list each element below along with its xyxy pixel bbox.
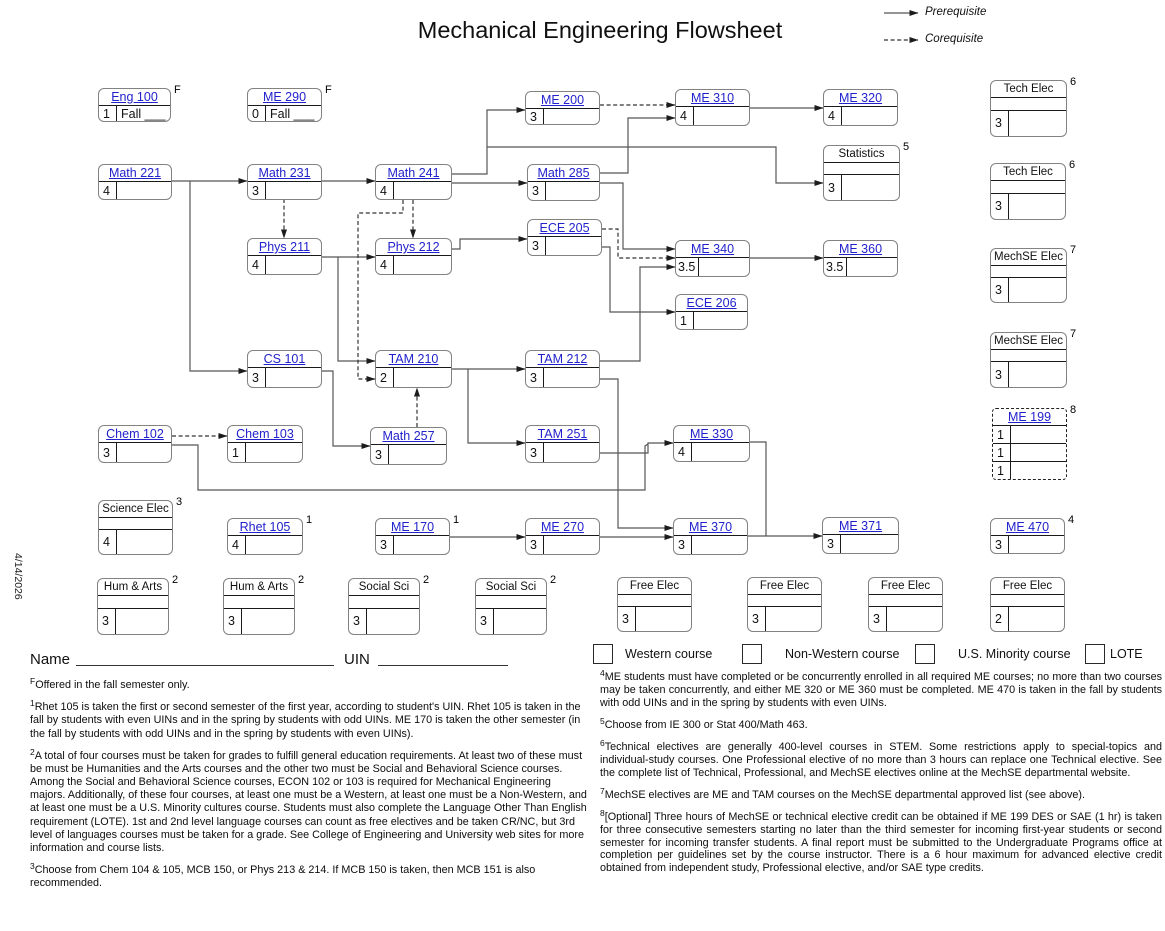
note-ref-eng100: F xyxy=(174,84,181,96)
uin-field-line xyxy=(378,651,508,666)
credit-free-elec-2: 3 xyxy=(748,607,766,632)
credit-tam251: 3 xyxy=(526,443,544,462)
credit-tam210: 2 xyxy=(376,368,394,387)
course-link-ece205[interactable]: ECE 205 xyxy=(539,221,590,235)
course-box-rhet105 xyxy=(227,514,313,555)
checkbox-lote[interactable] xyxy=(1085,644,1105,664)
credit-me360: 3.5 xyxy=(824,258,847,276)
footnotes-left-column xyxy=(30,676,587,896)
credit-math285: 3 xyxy=(528,182,546,200)
credit-me310: 4 xyxy=(676,107,694,125)
note-ref-social-sci-2: 2 xyxy=(550,574,557,586)
checkbox-label-lote: LOTE xyxy=(1110,647,1143,661)
blank-cell-free-elec-3 xyxy=(887,607,942,632)
blank-cell-statistics xyxy=(842,175,899,200)
credit-science-elec: 4 xyxy=(99,530,117,555)
credit-hum-arts-1: 3 xyxy=(98,609,116,635)
blank-cell-me199 xyxy=(1011,426,1066,443)
credit-me290: 0 xyxy=(248,106,266,121)
footnote-marker-4: 4 xyxy=(600,668,605,678)
footnote-2: $^2$A total of four courses must be taken for grades to fulfill general education requirements. At least two of these must be must be Humanities and the Arts courses and the other two must be Social and Behavioral Science courses. Among the Social and Behavioral Science courses, ECON 102 or 103 is required for Mechanical Engineering majors. Additionally, of these four courses, at least one must be a Western, at least one must be a Non-Western, and at least one must be a U.S. Minority cultures course. Students must also complete the Language Other Than English requirement (LOTE). 1st and 2nd level language courses can count as free electives and be taken CR/NC, but 3rd level of languages courses must be taken for a grade. See College of Engineering and University web sites for more information and course lists. xyxy=(30,746,587,854)
course-link-me371[interactable]: ME 371 xyxy=(838,519,883,533)
credit-me199: 1 xyxy=(993,462,1011,479)
note-ref-me199: 8 xyxy=(1070,404,1077,416)
blank-cell-tam251 xyxy=(544,443,599,462)
course-link-me320[interactable]: ME 320 xyxy=(838,91,883,105)
footnote-3: $^3$Choose from Chem 104 & 105, MCB 150, or Phys 213 & 214. If MCB 150 is taken, then MCB 151 is also recommended. xyxy=(30,861,536,890)
blank-cell-math241 xyxy=(394,182,451,199)
course-box-me310 xyxy=(675,89,750,126)
edge-tam212-me370 xyxy=(600,379,673,528)
course-link-chem103[interactable]: Chem 103 xyxy=(236,427,294,441)
footnote-F: $^F$Offered in the fall semester only. xyxy=(30,676,190,691)
credit-hum-arts-2: 3 xyxy=(224,609,242,635)
course-title-hum-arts-1: Hum & Arts xyxy=(103,581,163,593)
course-link-tam210[interactable]: TAM 210 xyxy=(388,352,439,366)
course-title-social-sci-1: Social Sci xyxy=(358,581,410,593)
course-link-cs101[interactable]: CS 101 xyxy=(263,352,306,366)
credit-me370: 3 xyxy=(674,536,692,554)
edge-tam210-tam251 xyxy=(468,369,525,443)
blank-cell-hum-arts-1 xyxy=(116,609,168,635)
course-link-eng100[interactable]: Eng 100 xyxy=(111,90,158,104)
course-link-me270[interactable]: ME 270 xyxy=(540,520,585,534)
name-label: Name xyxy=(30,651,71,668)
course-title-tech-elec-1: Tech Elec xyxy=(1003,83,1054,95)
course-link-phys212[interactable]: Phys 212 xyxy=(387,240,440,254)
blank-row-hum-arts-2 xyxy=(224,596,294,609)
course-link-ece206[interactable]: ECE 206 xyxy=(686,296,737,310)
course-link-me330[interactable]: ME 330 xyxy=(689,427,734,441)
note-ref-me170: 1 xyxy=(453,514,460,526)
course-box-me370 xyxy=(673,518,748,555)
blank-row-free-elec-3 xyxy=(869,595,942,607)
edge-math221-cs101 xyxy=(190,181,247,371)
footnote-marker-1: 1 xyxy=(30,698,35,709)
blank-cell-hum-arts-2 xyxy=(242,609,294,635)
credit-chem103: 1 xyxy=(228,443,246,462)
credit-me340: 3.5 xyxy=(676,258,699,276)
course-link-math257[interactable]: Math 257 xyxy=(382,429,435,443)
note-ref-science-elec: 3 xyxy=(176,496,183,508)
checkbox-western-course[interactable] xyxy=(593,644,613,664)
edge-phys212-ece205 xyxy=(452,239,527,249)
note-ref-statistics: 5 xyxy=(903,141,910,153)
course-box-math231 xyxy=(247,164,322,200)
blank-row-free-elec-1 xyxy=(618,595,691,607)
page-title: Mechanical Engineering Flowsheet xyxy=(417,17,783,43)
note-ref-tech-elec-2: 6 xyxy=(1069,159,1076,171)
edge-ece205-me340 xyxy=(602,229,675,258)
footnote-marker-7: 7 xyxy=(600,785,605,796)
footnote-7: $^7$MechSE electives are ME and TAM courses on the MechSE departmental approved list (see above). xyxy=(600,785,1086,801)
fall-label-eng100: Fall ___ xyxy=(121,106,166,121)
credit-tech-elec-2: 3 xyxy=(991,194,1009,220)
course-box-tam212 xyxy=(525,350,600,388)
footnote-5: $^5$Choose from IE 300 or Stat 400/Math 463. xyxy=(600,715,808,731)
name-field-line xyxy=(76,651,334,666)
note-ref-social-sci-1: 2 xyxy=(423,574,430,586)
footnote-marker-5: 5 xyxy=(600,715,605,726)
blank-cell-free-elec-4 xyxy=(1009,607,1064,632)
course-title-free-elec-3: Free Elec xyxy=(880,580,931,592)
course-title-free-elec-4: Free Elec xyxy=(1002,580,1053,592)
course-box-me330 xyxy=(673,425,750,462)
credit-ece206: 1 xyxy=(676,312,694,329)
course-box-statistics xyxy=(823,141,910,201)
legend-prerequisite-label: Prerequisite xyxy=(925,6,987,18)
credit-math231: 3 xyxy=(248,182,266,199)
course-box-ece206 xyxy=(675,294,748,330)
course-title-mechse-elec-1: MechSE Elec xyxy=(993,251,1064,263)
course-box-social-sci-2 xyxy=(475,574,557,635)
note-ref-tech-elec-1: 6 xyxy=(1070,76,1077,88)
course-title-free-elec-1: Free Elec xyxy=(629,580,680,592)
footnote-4: $^4$ME students must have completed or be concurrently enrolled in all required ME courses; no more than two courses may be taken concurrently, and either ME 320 or ME 360 must be completed. ME 470 is taken in the fall by students with odd UINs and in the spring by students with even UINs. xyxy=(600,668,1162,709)
course-link-me310[interactable]: ME 310 xyxy=(690,91,735,105)
credit-phys212: 4 xyxy=(376,256,394,274)
edge-tam251-me330 xyxy=(600,443,673,453)
course-box-phys211 xyxy=(247,238,322,275)
blank-cell-me199 xyxy=(1011,462,1066,479)
course-box-phys212 xyxy=(375,238,452,275)
footnotes-right-column xyxy=(600,668,1162,881)
course-link-phys211[interactable]: Phys 211 xyxy=(258,240,311,254)
course-title-social-sci-2: Social Sci xyxy=(485,581,537,593)
course-box-me340 xyxy=(675,240,750,277)
blank-row-free-elec-4 xyxy=(991,595,1064,607)
edge-math241-me200 xyxy=(452,110,525,174)
credit-me200: 3 xyxy=(526,109,544,124)
checkbox-u-s-minority-course[interactable] xyxy=(915,644,935,664)
course-box-math221 xyxy=(98,164,172,200)
credit-math257: 3 xyxy=(371,445,389,464)
footnote-marker-2: 2 xyxy=(30,746,35,757)
course-link-tam251[interactable]: TAM 251 xyxy=(537,427,588,441)
course-link-me370[interactable]: ME 370 xyxy=(688,520,733,534)
credit-me470: 3 xyxy=(991,536,1009,553)
course-box-me371 xyxy=(822,517,899,554)
blank-cell-free-elec-1 xyxy=(636,607,691,632)
checkbox-non-western-course[interactable] xyxy=(742,644,762,664)
course-box-math257 xyxy=(370,427,447,465)
course-box-me199 xyxy=(992,404,1077,480)
credit-tam212: 3 xyxy=(526,368,544,387)
course-box-chem103 xyxy=(227,425,303,463)
course-box-mechse-elec-2 xyxy=(990,328,1077,388)
edge-phys211-tam210 xyxy=(338,257,375,361)
edge-cs101-math257 xyxy=(322,371,370,446)
blank-cell-cs101 xyxy=(266,368,321,387)
credit-me330: 4 xyxy=(674,443,692,461)
course-link-rhet105[interactable]: Rhet 105 xyxy=(239,520,291,534)
note-ref-me470: 4 xyxy=(1068,514,1075,526)
course-link-me170[interactable]: ME 170 xyxy=(390,520,435,534)
credit-me199: 1 xyxy=(993,444,1011,461)
credit-chem102: 3 xyxy=(99,443,117,462)
note-ref-me290: F xyxy=(325,84,332,96)
note-ref-rhet105: 1 xyxy=(306,514,313,526)
course-box-tech-elec-2 xyxy=(990,159,1076,220)
credit-mechse-elec-2: 3 xyxy=(991,362,1009,387)
credit-phys211: 4 xyxy=(248,256,266,274)
blank-cell-tech-elec-2 xyxy=(1009,194,1065,220)
course-title-free-elec-2: Free Elec xyxy=(759,580,810,592)
blank-cell-me199 xyxy=(1011,444,1066,461)
course-box-me290 xyxy=(247,84,332,122)
blank-row-mechse-elec-1 xyxy=(991,266,1066,278)
footnote-marker-3: 3 xyxy=(30,861,35,872)
course-box-tam210 xyxy=(375,350,452,388)
blank-cell-me371 xyxy=(841,535,898,553)
credit-free-elec-4: 2 xyxy=(991,607,1009,632)
edge-math285-me340 xyxy=(600,183,675,249)
blank-cell-ece206 xyxy=(694,312,747,329)
credit-social-sci-1: 3 xyxy=(349,609,367,635)
credit-ece205: 3 xyxy=(528,237,546,255)
course-title-statistics: Statistics xyxy=(838,148,885,160)
course-link-me200[interactable]: ME 200 xyxy=(540,93,585,107)
course-title-mechse-elec-2: MechSE Elec xyxy=(993,335,1064,347)
footnote-marker-8: 8 xyxy=(600,807,605,818)
credit-me199: 1 xyxy=(993,426,1011,443)
credit-math221: 4 xyxy=(99,182,117,199)
credit-me320: 4 xyxy=(824,107,842,125)
blank-row-hum-arts-1 xyxy=(98,596,168,609)
credit-rhet105: 4 xyxy=(228,536,246,554)
uin-label: UIN xyxy=(344,651,370,668)
blank-cell-tam210 xyxy=(394,368,451,387)
blank-cell-me200 xyxy=(544,109,599,124)
blank-cell-math221 xyxy=(117,182,171,199)
blank-cell-me340 xyxy=(699,258,749,276)
footnote-marker-F: F xyxy=(30,676,36,686)
blank-cell-free-elec-2 xyxy=(766,607,821,632)
blank-cell-math231 xyxy=(266,182,321,199)
footnote-6: $^6$Technical electives are generally 400-level courses in STEM. Some restrictions apply to special-topics and individual-study courses. One Professional elective of no more than 3 hours can replace one Technical elective. See the complete list of Technical, Professional, and MechSE electives online at the MechSE departmental website. xyxy=(600,737,1162,779)
name-uin-row xyxy=(30,651,508,668)
blank-row-statistics xyxy=(824,163,899,175)
course-link-math241[interactable]: Math 241 xyxy=(387,166,440,180)
blank-cell-rhet105 xyxy=(246,536,302,554)
credit-me170: 3 xyxy=(376,536,394,554)
course-link-chem102[interactable]: Chem 102 xyxy=(106,427,164,441)
course-box-eng100 xyxy=(98,84,181,122)
blank-cell-tam212 xyxy=(544,368,599,387)
course-box-free-elec-3 xyxy=(868,577,943,632)
blank-cell-me270 xyxy=(544,536,599,554)
blank-cell-me370 xyxy=(692,536,747,554)
blank-cell-mechse-elec-2 xyxy=(1009,362,1066,387)
credit-eng100: 1 xyxy=(99,106,117,121)
credit-statistics: 3 xyxy=(824,175,842,200)
course-link-me360[interactable]: ME 360 xyxy=(838,242,883,256)
blank-cell-me170 xyxy=(394,536,449,554)
course-box-math285 xyxy=(527,164,600,201)
credit-free-elec-1: 3 xyxy=(618,607,636,632)
course-box-tech-elec-1 xyxy=(990,76,1077,137)
footnote-marker-6: 6 xyxy=(600,737,605,748)
credit-tech-elec-1: 3 xyxy=(991,111,1009,137)
blank-cell-social-sci-1 xyxy=(367,609,419,635)
footnote-8: $^8$[Optional] Three hours of MechSE or technical elective credit can be obtained if ME 199 DES or SAE (1 hr) is taken for three consecutive semesters starting no later than the third semester for incoming first-year students or second semester for incoming transfer students. A final report must be submitted to the Undergraduate Programs office at completion per guidelines set by the course instructor. There is a 6 hour maximum for advanced elective credit obtained from independent study, Professional elective, and/or SAE type credits. xyxy=(600,807,1162,875)
blank-cell-math257 xyxy=(389,445,446,464)
credit-math241: 4 xyxy=(376,182,394,199)
course-box-free-elec-4 xyxy=(990,577,1065,632)
course-box-cs101 xyxy=(247,350,322,388)
course-box-free-elec-1 xyxy=(617,577,692,632)
checkbox-label-u-s-minority-course: U.S. Minority course xyxy=(958,647,1071,661)
blank-cell-me360 xyxy=(847,258,897,276)
course-box-math241 xyxy=(375,164,452,200)
course-box-me470 xyxy=(990,514,1075,554)
blank-cell-math285 xyxy=(546,182,599,200)
blank-row-free-elec-2 xyxy=(748,595,821,607)
course-box-me320 xyxy=(823,89,898,126)
course-link-math231[interactable]: Math 231 xyxy=(258,166,311,180)
blank-row-social-sci-2 xyxy=(476,596,546,609)
course-box-tam251 xyxy=(525,425,600,463)
credit-me371: 3 xyxy=(823,535,841,553)
credit-me270: 3 xyxy=(526,536,544,554)
credit-cs101: 3 xyxy=(248,368,266,387)
note-ref-hum-arts-2: 2 xyxy=(298,574,305,586)
blank-row-tech-elec-1 xyxy=(991,98,1066,111)
course-title-science-elec: Science Elec xyxy=(102,503,169,515)
blank-cell-science-elec xyxy=(117,530,172,555)
course-link-math221[interactable]: Math 221 xyxy=(108,166,162,180)
blank-cell-me310 xyxy=(694,107,749,125)
checkbox-label-western-course: Western course xyxy=(625,647,713,661)
edge-math285-me310 xyxy=(600,118,675,173)
blank-cell-phys212 xyxy=(394,256,451,274)
legend-corequisite-label: Corequisite xyxy=(925,33,984,45)
course-box-me360 xyxy=(823,240,898,277)
course-link-me199[interactable]: ME 199 xyxy=(1007,410,1052,424)
course-box-me270 xyxy=(525,518,600,555)
note-ref-mechse-elec-1: 7 xyxy=(1070,244,1077,256)
course-box-hum-arts-2 xyxy=(223,574,305,635)
blank-cell-me330 xyxy=(692,443,749,461)
course-box-chem102 xyxy=(98,425,172,463)
credit-social-sci-2: 3 xyxy=(476,609,494,635)
course-box-me200 xyxy=(525,91,600,125)
course-box-free-elec-2 xyxy=(747,577,822,632)
course-title-tech-elec-2: Tech Elec xyxy=(1003,166,1053,178)
course-link-me290[interactable]: ME 290 xyxy=(262,90,307,104)
course-title-hum-arts-2: Hum & Arts xyxy=(229,581,289,593)
blank-row-science-elec xyxy=(99,518,172,530)
course-box-social-sci-1 xyxy=(348,574,430,635)
blank-cell-social-sci-2 xyxy=(494,609,546,635)
blank-row-tech-elec-2 xyxy=(991,181,1065,194)
blank-row-mechse-elec-2 xyxy=(991,350,1066,362)
blank-cell-me320 xyxy=(842,107,897,125)
course-box-ece205 xyxy=(527,219,602,256)
edge-tam212-me340 xyxy=(600,267,675,361)
blank-cell-phys211 xyxy=(266,256,321,274)
blank-row-social-sci-1 xyxy=(349,596,419,609)
course-box-mechse-elec-1 xyxy=(990,244,1077,303)
blank-cell-chem102 xyxy=(117,443,171,462)
credit-free-elec-3: 3 xyxy=(869,607,887,632)
note-ref-mechse-elec-2: 7 xyxy=(1070,328,1077,340)
print-date: 4/14/2026 xyxy=(12,553,24,600)
course-link-math285[interactable]: Math 285 xyxy=(537,166,590,180)
edge-ece205-ece206 xyxy=(602,247,675,312)
note-ref-hum-arts-1: 2 xyxy=(172,574,179,586)
course-link-me340[interactable]: ME 340 xyxy=(690,242,735,256)
course-box-me170 xyxy=(375,514,460,555)
course-box-hum-arts-1 xyxy=(97,574,179,635)
edge-me330-me371 xyxy=(750,442,766,536)
blank-cell-mechse-elec-1 xyxy=(1009,278,1066,303)
course-link-me470[interactable]: ME 470 xyxy=(1005,520,1050,534)
footnote-1: $^1$Rhet 105 is taken the first or second semester of the first year, according to student's UIN. Rhet 105 is taken in the fall by students with even UINs and in the spring by students with odd UINs. ME 170 is taken the other semester (in the fall by students with odd UINs and in the spring by students with even UINs). xyxy=(30,698,581,740)
course-box-science-elec xyxy=(98,496,183,555)
fall-label-me290: Fall ___ xyxy=(270,106,315,121)
blank-cell-ece205 xyxy=(546,237,601,255)
course-link-tam212[interactable]: TAM 212 xyxy=(537,352,588,366)
blank-cell-me470 xyxy=(1009,536,1064,553)
blank-cell-chem103 xyxy=(246,443,302,462)
blank-cell-tech-elec-1 xyxy=(1009,111,1066,137)
checkbox-label-non-western-course: Non-Western course xyxy=(785,647,900,661)
credit-mechse-elec-1: 3 xyxy=(991,278,1009,303)
